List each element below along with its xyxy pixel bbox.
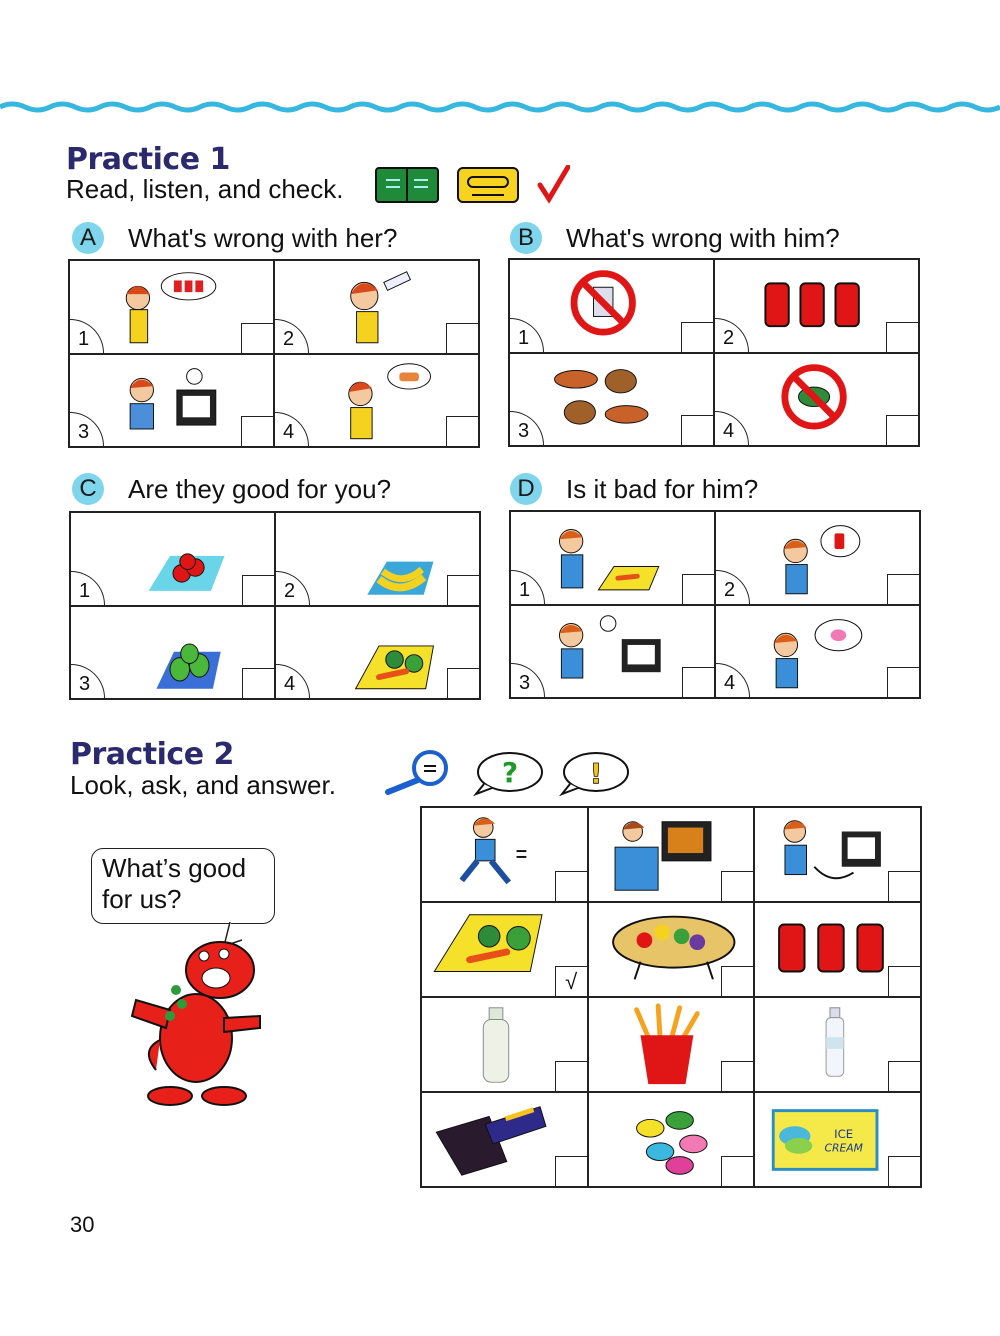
question-d (510, 471, 758, 507)
grid-cell-fruit-plate (588, 902, 755, 997)
badge-d: D (510, 473, 542, 505)
question-b-text: What's wrong with him? (566, 222, 840, 253)
grid-b-cell (509, 259, 714, 353)
grid-b (508, 258, 920, 447)
ice-cream-label-2: CREAM (824, 1141, 864, 1155)
grid-c (69, 511, 481, 700)
check-box[interactable] (241, 323, 273, 353)
check-box[interactable] (721, 1156, 753, 1186)
speech-line-1: What’s good (102, 853, 247, 883)
grid-cell-soda (754, 902, 921, 997)
check-box[interactable] (681, 415, 713, 445)
question-b (510, 220, 840, 256)
check-box[interactable] (888, 966, 920, 996)
check-box[interactable] (721, 871, 753, 901)
grid-b-cell (714, 353, 919, 447)
check-box[interactable] (555, 871, 587, 901)
item-number: 2 (716, 570, 750, 604)
practice-1-title: Practice 1 (66, 142, 230, 177)
check-box[interactable] (887, 574, 919, 604)
grid-a-cell (69, 354, 274, 448)
check-box[interactable] (886, 415, 918, 445)
check-box[interactable] (447, 668, 479, 698)
grid-b-cell (509, 353, 714, 447)
grid-cell-running (421, 807, 588, 902)
grid-cell-video-game (754, 807, 921, 902)
practice-2-title: Practice 2 (70, 737, 234, 772)
check-box[interactable] (886, 322, 918, 352)
check-box[interactable] (242, 575, 274, 605)
practice-2-instruction: Look, ask, and answer. (70, 770, 336, 800)
check-box[interactable] (446, 323, 478, 353)
practice-2-grid (420, 806, 922, 1188)
grid-c-cell (275, 512, 480, 606)
page-number: 30 (70, 1212, 95, 1237)
badge-a: A (72, 222, 104, 254)
question-c (72, 471, 391, 507)
check-box[interactable] (721, 966, 753, 996)
question-d-text: Is it bad for him? (566, 473, 759, 504)
speech-bubble (91, 848, 275, 924)
grid-b-cell (714, 259, 919, 353)
check-box[interactable] (887, 667, 919, 697)
grid-a-cell (274, 354, 479, 448)
grid-c-cell (70, 606, 275, 700)
svg-text:!: ! (589, 757, 603, 790)
item-number: 1 (70, 319, 104, 353)
item-number: 2 (276, 571, 310, 605)
badge-c: C (72, 473, 104, 505)
item-number: 2 (275, 319, 309, 353)
check-box[interactable] (447, 575, 479, 605)
grid-d (509, 510, 921, 699)
dinosaur-mascot (120, 920, 280, 1110)
item-number: 4 (715, 411, 749, 445)
item-number: 2 (715, 318, 749, 352)
grid-cell-fries (588, 997, 755, 1092)
grid-a (68, 259, 480, 448)
badge-b: B (510, 222, 542, 254)
question-c-text: Are they good for you? (128, 473, 392, 504)
top-wavy-border (0, 96, 1000, 118)
practice-1-instruction: Read, listen, and check. (66, 174, 344, 204)
item-number: 3 (510, 411, 544, 445)
book-icon (376, 168, 438, 202)
check-box[interactable] (242, 668, 274, 698)
item-number: 4 (276, 664, 310, 698)
grid-d-cell (715, 605, 920, 699)
item-number: 4 (716, 663, 750, 697)
item-number: 1 (71, 571, 105, 605)
practice-2-icons (384, 750, 630, 798)
grid-d-cell (510, 605, 715, 699)
grid-d-cell (510, 511, 715, 605)
question-bubble-icon (476, 753, 542, 794)
item-number: 3 (71, 664, 105, 698)
grid-a-cell (274, 260, 479, 354)
grid-d-cell (715, 511, 920, 605)
grid-c-cell (70, 512, 275, 606)
item-number: 1 (510, 318, 544, 352)
checkmark-icon (540, 167, 568, 199)
grid-cell-ice-cream (754, 1092, 921, 1187)
practice-1-icons (374, 165, 570, 205)
grid-cell-vegetables (421, 902, 588, 997)
item-number: 3 (70, 412, 104, 446)
check-box[interactable] (721, 1061, 753, 1091)
check-box[interactable] (888, 1156, 920, 1186)
exclamation-bubble-icon (562, 753, 628, 794)
grid-cell-chocolate (421, 1092, 588, 1187)
item-number: 3 (511, 663, 545, 697)
check-box[interactable] (888, 871, 920, 901)
grid-a-cell (69, 260, 274, 354)
question-a-text: What's wrong with her? (128, 222, 398, 253)
grid-cell-milk (421, 997, 588, 1092)
check-box[interactable] (555, 1156, 587, 1186)
grid-c-cell (275, 606, 480, 700)
question-a (72, 220, 397, 256)
speech-line-2: for us? (102, 884, 182, 914)
check-box[interactable]: √ (555, 966, 587, 996)
cassette-icon (458, 168, 518, 202)
grid-cell-candies (588, 1092, 755, 1187)
check-box[interactable] (888, 1061, 920, 1091)
item-number: 1 (511, 570, 545, 604)
check-box[interactable] (682, 667, 714, 697)
check-box[interactable] (681, 322, 713, 352)
magnifier-icon (388, 752, 446, 792)
grid-cell-watching-tv (588, 807, 755, 902)
svg-text:?: ? (501, 756, 519, 789)
check-box[interactable] (555, 1061, 587, 1091)
ice-cream-label-1: ICE (834, 1127, 854, 1142)
item-number: 4 (275, 412, 309, 446)
check-box[interactable] (241, 416, 273, 446)
check-box[interactable] (446, 416, 478, 446)
check-box[interactable] (682, 574, 714, 604)
grid-cell-water (754, 997, 921, 1092)
